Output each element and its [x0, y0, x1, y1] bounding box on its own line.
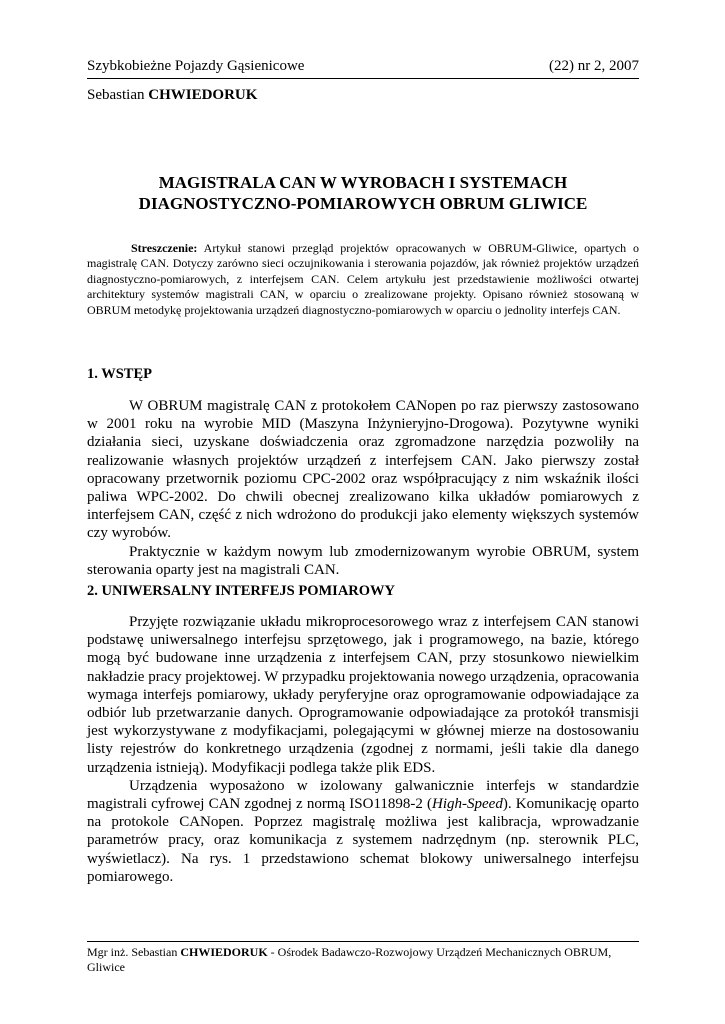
section-2-paragraph-2-start: Urządzenia wyposażono w izolowany galwanicznie interfejs w standardzie magistrali cyfrowej CAN zgodnej z normą ISO11898-2 (	[87, 777, 639, 813]
document-page	[87, 0, 639, 1024]
author-line	[87, 86, 257, 104]
issue-number: (22) nr 2, 2007	[549, 58, 639, 74]
section-heading-2: 2. UNIWERSALNY INTERFEJS POMIAROWY	[87, 583, 396, 599]
footnote-author-name: CHWIEDORUK	[180, 945, 268, 959]
abstract-text: Artykuł stanowi przegląd projektów opracowanych w OBRUM-Gliwice, opartych o magistralę CAN. Dotyczy zarówno sieci oczujnikowania i sterowania pojazdów, jak również projektów urządzeń diagnostyczno-pomiarowych, z interfejsem CAN. Celem artykułu jest przedstawienie możliwości otwartej architektury systemów magistrali CAN, w oparciu o zrealizowane projekty. Opisano również stosowaną w OBRUM metodykę projektowania urządzeń diagnostyczno-pomiarowych w oparciu o jednolity interfejs CAN.	[87, 241, 639, 317]
author-first-name: Sebastian	[87, 87, 145, 103]
high-speed-term: High-Speed	[432, 796, 503, 813]
author-footnote	[87, 945, 639, 975]
running-header	[87, 57, 639, 75]
section-1-paragraph-1: W OBRUM magistralę CAN z protokołem CANopen po raz pierwszy zastosowano w 2001 roku na wyrobie MID (Maszyna Inżynieryjno-Drogowa). Pozytywne wyniki działania sieci, uzyskane doświadczenia oraz zgromadzone narzędzia pozwoliły na realizowanie własnych projektów urządzeń z interfejsem CAN. Jako pierwszy został opracowany przetwornik poziomu CPC-2002 oraz współpracujący z nim wskaźnik ilości paliwa WPC-2002. Do chwili obecnej zrealizowano kilka układów pomiarowych z interfejsem CAN, część z nich wdrożono do produkcji jako elementy większych systemów czy wyrobów.	[87, 398, 639, 542]
author-last-name: CHWIEDORUK	[148, 87, 258, 103]
footnote-affiliation: - Ośrodek Badawczo-Rozwojowy Urządzeń Mechanicznych OBRUM, Gliwice	[87, 945, 612, 974]
section-2-paragraph-1: Przyjęte rozwiązanie układu mikroprocesorowego wraz z interfejsem CAN stanowi podstawę uniwersalnego interfejsu sprzętowego, jak i programowego, na bazie, którego mogą być budowane inne urządzenia z interfejsem CAN, przy stosunkowo niewielkim nakładzie pracy projektowej. W przypadku projektowania nowego urządzenia, opracowania wymaga interfejs pomiarowy, układy peryferyjne oraz oprogramowanie odpowiadające za odbiór lub przetwarzanie danych. Oprogramowanie odpowiadające za protokół transmisji jest wykorzystywane z modyfikacjami, polegającymi w głównej mierze na dostosowaniu listy rejestrów do konkretnego urządzenia (zgodnej z normami, jeśli takie dla danego urządzenia istnieją). Modyfikacji podlega także plik EDS.	[87, 614, 639, 776]
section-1-paragraph-2: Praktycznie w każdym nowym lub zmodernizowanym wyrobie OBRUM, system sterowania oparty jest na magistrali CAN.	[87, 543, 639, 578]
footnote-divider	[87, 941, 639, 942]
header-divider	[87, 78, 639, 79]
paper-title	[87, 172, 639, 214]
title-line-2: DIAGNOSTYCZNO-POMIAROWYCH OBRUM GLIWICE	[138, 194, 588, 213]
abstract	[87, 241, 639, 318]
section-2-paragraph-2-end: ). Komunikację oparto na protokole CANopen. Poprzez magistralę możliwa jest kalibracja, wprowadzanie parametrów pracy, oraz komunikacja z systemem nadrzędnym (np. sterownik PLC, wyświetlacz). Na rys. 1 przedstawiono schemat blokowy uniwersalnego interfejsu pomiarowego.	[87, 796, 640, 885]
section-2-body	[87, 613, 639, 886]
journal-name: Szybkobieżne Pojazdy Gąsienicowe	[87, 58, 305, 74]
abstract-label: Streszczenie:	[131, 241, 198, 255]
title-line-1: MAGISTRALA CAN W WYROBACH I SYSTEMACH	[158, 173, 568, 192]
section-1-body	[87, 397, 639, 579]
footnote-prefix: Mgr inż. Sebastian	[87, 945, 181, 959]
section-2-paragraph-2	[87, 777, 639, 886]
section-heading-1: 1. WSTĘP	[87, 366, 153, 382]
